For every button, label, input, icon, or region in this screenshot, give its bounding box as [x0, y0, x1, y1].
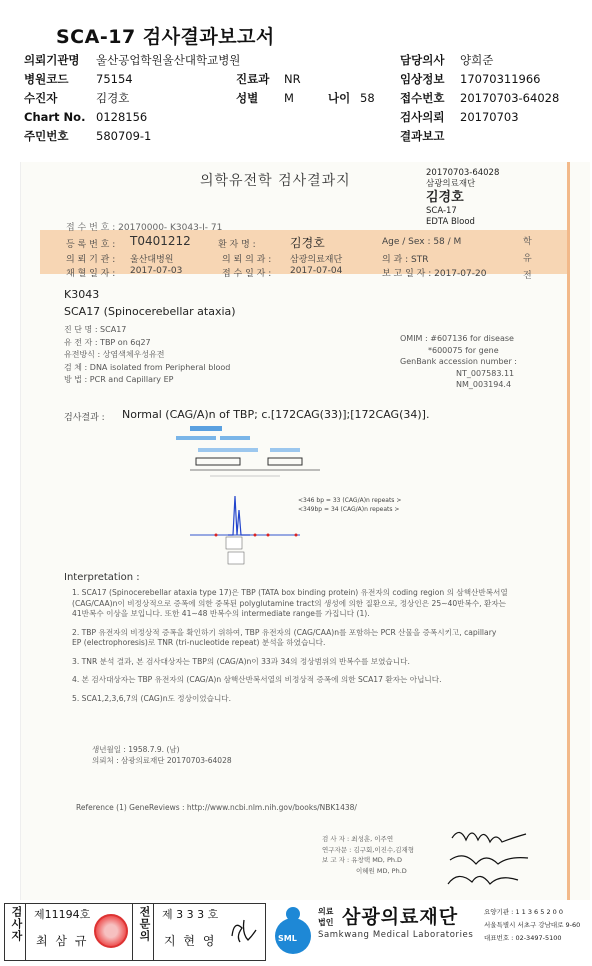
case-code: K3043 — [64, 288, 100, 301]
hospital-code-value: 75154 — [96, 72, 133, 86]
signers — [322, 834, 414, 876]
inst-value: 울산대병원 — [130, 255, 174, 265]
size-marker — [215, 534, 218, 537]
primer-bar — [190, 426, 222, 431]
reg-no: T0401212 — [130, 234, 191, 248]
recv-date: 2017-07-04 — [290, 266, 343, 276]
omim-line: NT_007583.11 — [456, 368, 515, 378]
detail-line: 진 단 명 : SCA17 — [64, 325, 127, 334]
label-requested: 검사의뢰 — [400, 110, 445, 124]
size-marker — [295, 534, 298, 537]
peak-label-box — [226, 537, 242, 549]
primer-bar — [270, 448, 300, 452]
label-receipt-no: 접수번호 — [400, 91, 445, 105]
org-prefix: 의료 법인 — [318, 907, 334, 927]
contact-line: 서울특별시 서초구 강남대로 9-60 — [484, 921, 581, 929]
mid-name: 지 현 영 — [164, 934, 217, 948]
receipt-line: 접 수 번 호 : 20170000- K3043-I- 71 — [66, 223, 223, 233]
corner-line: SCA-17 — [426, 206, 457, 216]
org-name-en: Samkwang Medical Laboratories — [318, 930, 474, 940]
report-date: 보 고 일 자 : 2017-07-20 — [382, 269, 487, 279]
omim-block — [400, 333, 570, 391]
label-patient: 수진자 — [24, 91, 58, 105]
test-name: SCA17 (Spinocerebellar ataxia) — [64, 305, 236, 318]
omim-line: NM_003194.4 — [456, 380, 512, 389]
corner-line: EDTA Blood — [426, 217, 475, 227]
signature-image — [432, 814, 562, 892]
peak-trace — [228, 496, 250, 535]
dept-value: NR — [284, 72, 301, 86]
detail-line: 유 전 자 : TBP on 6q27 — [64, 337, 151, 347]
label-age: 나이 — [328, 91, 351, 105]
receipt-no-value: 20170703-64028 — [460, 91, 560, 105]
chart-no-value: 0128156 — [96, 110, 148, 124]
inst-label: 의 뢰 기 관 : — [66, 255, 116, 265]
omim-line: GenBank accession number : — [400, 357, 517, 366]
name-label: 환 자 명 : — [218, 240, 256, 250]
sex-value: M — [284, 91, 294, 105]
signer-line: 보 고 자 : 유창택 MD, Ph.D — [322, 856, 403, 864]
interp-title: Interpretation : — [64, 572, 140, 583]
logo-text: SML — [278, 934, 297, 943]
patient-note — [92, 744, 232, 766]
contact-line: 대표번호 : 02-3497-5100 — [484, 934, 562, 942]
size-marker — [254, 534, 257, 537]
label-chart-no: Chart No. — [24, 110, 86, 124]
corner-line: 김경호 — [426, 190, 464, 205]
doctor-seal — [94, 914, 128, 948]
interp-paragraph: 3. TNR 분석 결과, 본 검사대상자는 TBP의 (CAG/A)n이 33과 34의 정상범위의 반복수를 보였습니다. — [72, 656, 410, 666]
org-contact — [484, 906, 580, 945]
clinical-info-value: 17070311966 — [460, 72, 541, 86]
label-hospital-code: 병원코드 — [24, 72, 69, 86]
inst2-label: 의 뢰 의 과 : — [222, 255, 272, 265]
peak-annotations — [298, 496, 401, 514]
detail-line: 유전방식 : 상염색체우성유전 — [64, 350, 165, 359]
interp-paragraph: 2. TBP 유전자의 비정상적 증폭을 확인하기 위하여, TBP 유전자의 (CAG/CAA)n를 포함하는 PCR 산물을 증폭시키고, capillary EP (electrophoresis)로 TNR (tri-nucleotide repeat) 분석을 하였습니다. — [72, 627, 497, 647]
size-marker — [267, 534, 270, 537]
draw-date: 2017-07-03 — [130, 266, 183, 276]
label-id-no: 주민번호 — [24, 129, 69, 143]
request-line: 의뢰처 : 삼광의료재단 20170703-64028 — [92, 756, 232, 765]
omim-line: *600075 for gene — [428, 345, 499, 355]
label-reported: 결과보고 — [400, 129, 445, 143]
scan-doc-title: 의학유전학 검사결과지 — [200, 173, 351, 189]
report-title: SCA-17 검사결과보고서 — [56, 26, 275, 48]
label-doctor: 담당의사 — [400, 53, 445, 67]
region-box — [268, 458, 302, 465]
sml-logo — [270, 904, 316, 958]
age-value: 58 — [360, 91, 375, 105]
org-name: 삼광의료재단 — [342, 906, 459, 928]
id-no-value: 580709-1 — [96, 129, 152, 143]
left-vlabel: 검사자 — [10, 906, 23, 942]
label-clinical-info: 임상정보 — [400, 72, 445, 86]
edge-stripe — [567, 162, 570, 900]
signer-line: 연구자문 : 김구회,이진수,김재형 — [322, 845, 415, 854]
age-sex: Age / Sex : 58 / M — [382, 237, 462, 247]
left-name: 최 삼 규 — [36, 934, 89, 948]
birth-line: 생년월일 : 1958.7.9. (남) — [92, 745, 180, 754]
scan-patient-name: 김경호 — [290, 236, 325, 250]
requested-value: 20170703 — [460, 110, 519, 124]
reg-label: 등 록 번 호 : — [66, 240, 116, 250]
patient-value: 김경호 — [96, 91, 130, 105]
label-institution: 의뢰기관명 — [24, 53, 80, 67]
contact-line: 요양기관 : 1 1 3 6 5 2 0 0 — [484, 908, 563, 916]
signer-line: 검 사 자 : 최성훈, 이주연 — [322, 835, 394, 843]
interp-paragraph: 5. SCA1,2,3,6,7의 (CAG)n도 정상이었습니다. — [72, 693, 232, 703]
corner-line: 삼광의료재단 — [426, 179, 476, 189]
detail-line: 방 법 : PCR and Capillary EP — [64, 375, 174, 384]
interp-paragraph: 1. SCA17 (Spinocerebellar ataxia type 17)은 TBP (TATA box binding protein) 유전자의 coding region 의 삼핵산반복서열 (CAG/CAA)n이 비정상적으로 증폭에 의한 중복된 polyglutamine tract의 생성에 의한 질환으로, 정상인은 25~40반복수, 환자는 41반복수 이상을 보입니다. 또한 41~48 반복수의 intermediate range를 가집니다 (1). — [72, 588, 508, 618]
omim-line: OMIM : #607136 for disease — [400, 334, 514, 343]
interpretation — [72, 588, 508, 704]
left-license: 제11194호 — [34, 908, 91, 921]
mid-vlabel: 전문의 — [138, 906, 151, 942]
doctor-value: 양희준 — [460, 53, 494, 67]
primer-bar — [220, 436, 250, 440]
detail-line: 검 체 : DNA isolated from Peripheral blood — [64, 362, 231, 372]
corner-label — [426, 168, 546, 228]
recv-label: 접 수 일 자 : — [222, 269, 272, 279]
dept-line: 의 과 : STR — [382, 255, 429, 265]
draw-label: 채 혈 일 자 : — [66, 269, 116, 279]
peak-annotation: <349bp = 34 (CAG/A)n repeats > — [298, 506, 400, 513]
primer-bar — [198, 448, 258, 452]
interp-paragraph: 4. 본 검사대상자는 TBP 유전자의 (CAG/A)n 삼핵산반복서열의 비정상적 증폭에 의한 SCA17 환자는 아닙니다. — [72, 675, 442, 684]
peak-annotation: <346 bp = 33 (CAG/A)n repeats > — [298, 497, 402, 504]
label-sex: 성별 — [236, 91, 259, 105]
reference: Reference (1) GeneReviews : http://www.ncbi.nlm.nih.gov/books/NBK1438/ — [76, 803, 357, 812]
side-text: 학 유 전 — [523, 237, 532, 281]
primer-bar — [176, 436, 216, 440]
label-dept: 진료과 — [236, 72, 270, 86]
institution-value: 울산공업학원울산대학교병원 — [96, 53, 241, 67]
doctor-signature — [224, 912, 260, 948]
result-value: Normal (CAG/A)n of TBP; c.[172CAG(33)];[172CAG(34)]. — [122, 408, 430, 421]
corner-line: 20170703-64028 — [426, 168, 500, 178]
peak-label-box — [228, 552, 244, 564]
inst2-value: 삼광의료재단 — [290, 255, 343, 265]
region-box — [196, 458, 240, 465]
result-label: 검사결과 : — [64, 413, 105, 423]
test-details — [64, 324, 324, 387]
signer-line: 이혜원 MD, Ph.D — [356, 866, 407, 875]
header-info — [24, 51, 584, 151]
mid-license: 제 3 3 3 호 — [162, 908, 219, 921]
